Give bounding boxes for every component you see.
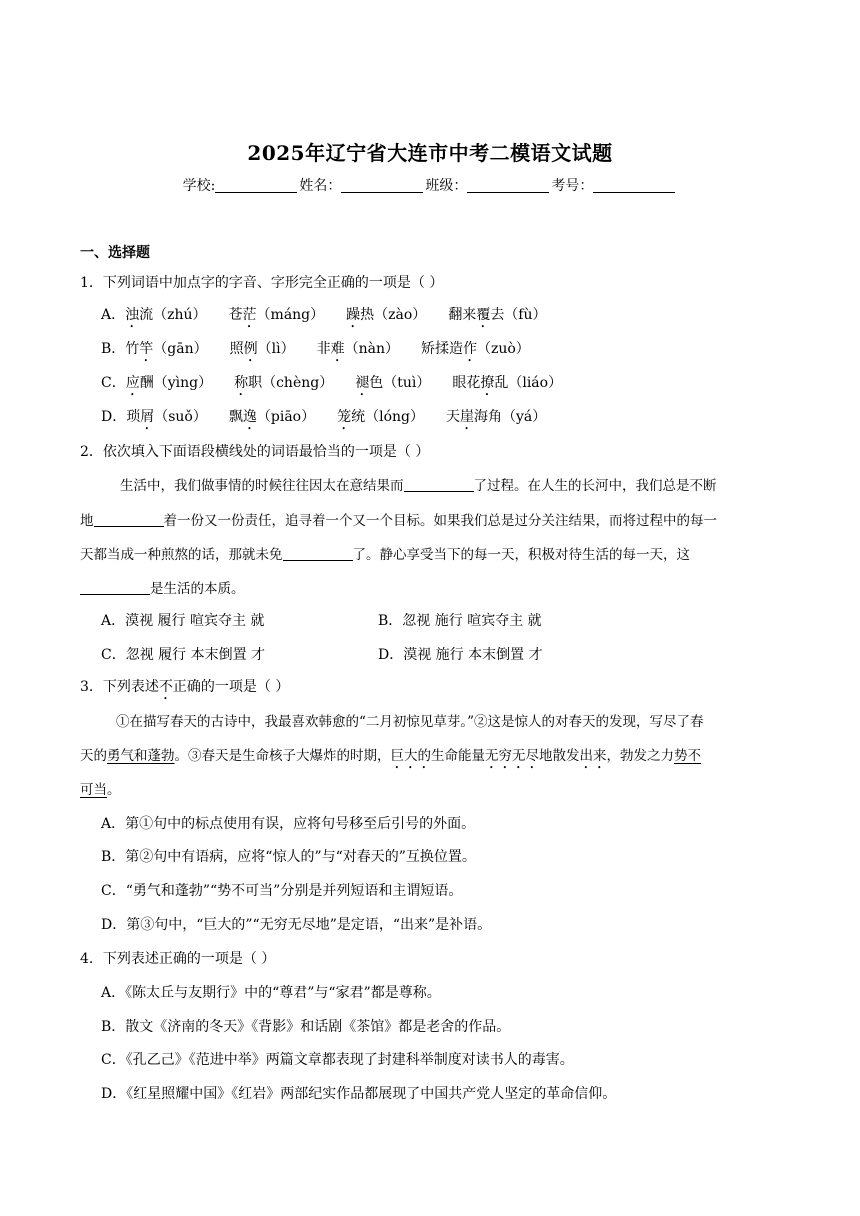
q2-passage-line-2: 地 着一份又一份责任，追寻着一个又一个目标。如果我们总是过分关注结果，而将过程中的每一 — [80, 513, 717, 529]
fill-blank-3[interactable] — [283, 547, 353, 561]
school-blank[interactable] — [215, 178, 297, 193]
question-1-stem: 1．下列词语中加点字的字音、字形完全正确的一项是（ ） — [80, 275, 444, 291]
fill-blank-2[interactable] — [94, 513, 164, 527]
q3-option-b: B．第②句中有语病，应将“惊人的”与“对春天的”互换位置。 — [101, 849, 476, 865]
q2-option-a: A．漠视 履行 喧宾夺主 就 — [101, 613, 265, 629]
exam-title: 2025年辽宁省大连市中考二模语文试题 — [247, 141, 613, 165]
q1-option-b: B．竹竿（gān） 照例（lì） 非难（nàn） 矫揉造作（zuò） — [101, 341, 530, 357]
q4-option-b: B．散文《济南的冬天》《背影》和话剧《茶馆》都是老舍的作品。 — [101, 1019, 511, 1035]
q4-option-a: A．《陈太丘与友期行》中的“尊君”与“家君”都是尊称。 — [101, 985, 441, 1001]
q1-option-d: D．琐屑（suǒ） 飘逸（piāo） 笼统（lóng） 天崖海角（yá） — [101, 409, 547, 425]
question-2-stem: 2．依次填入下面语段横线处的词语最恰当的一项是（ ） — [80, 444, 430, 460]
class-label: 班级： — [425, 178, 468, 194]
question-4-stem: 4．下列表述正确的一项是（ ） — [80, 951, 276, 967]
q2-passage-line-1: 生活中，我们做事情的时候往往因太在意结果而 了过程。在人生的长河中，我们总是不断 — [120, 478, 717, 494]
q2-option-b: B．忽视 施行 喧宾夺主 就 — [378, 613, 542, 629]
q1-option-a: A．浊流（zhú） 苍茫（máng） 躁热（zào） 翻来覆去（fù） — [101, 307, 547, 323]
q2-passage-line-4: 是生活的本质。 — [80, 577, 245, 597]
q2-passage-line-3: 天都当成一种煎熬的话，那就未免 了。静心享受当下的每一天，积极对待生活的每一天，这 — [80, 547, 690, 563]
q3-option-a: A．第①句中的标点使用有误，应将句号移至后引号的外面。 — [101, 816, 476, 832]
section-heading: 一、选择题 — [80, 245, 150, 261]
class-blank[interactable] — [467, 178, 549, 193]
q2-option-c: C．忽视 履行 本末倒置 才 — [101, 647, 266, 663]
q3-passage-line-2: 天的勇气和蓬勃。③春天是生命核子大爆炸的时期，巨大的生命能量无穷无尽地散发出来，勃发之力势不 — [80, 748, 701, 764]
q3-option-d: D．第③句中，“巨大的”“无穷无尽地”是定语，“出来”是补语。 — [101, 917, 492, 933]
name-label: 姓名： — [299, 178, 342, 194]
question-3-stem: 3．下列表述不正确的一项是（ ） — [80, 679, 290, 695]
q3-passage-line-3: 可当。 — [80, 782, 121, 798]
student-info-line — [0, 175, 860, 195]
number-blank[interactable] — [593, 178, 675, 193]
school-label: 学校: — [182, 178, 216, 194]
q3-option-c: C．“勇气和蓬勃”“势不可当”分别是并列短语和主谓短语。 — [101, 883, 463, 899]
q2-option-d: D．漠视 施行 本末倒置 才 — [378, 647, 543, 663]
fill-blank-4[interactable] — [80, 581, 150, 595]
fill-blank-1[interactable] — [404, 478, 474, 492]
q4-option-c: C．《孔乙己》《范进中举》两篇文章都表现了封建科举制度对读书人的毒害。 — [101, 1052, 574, 1068]
q1-option-c: C．应酬（yìng） 称职（chèng） 褪色（tuì） 眼花撩乱（liáo） — [101, 375, 563, 391]
q3-passage-line-1: ①在描写春天的古诗中，我最喜欢韩愈的“二月初惊见草芽。”②这是惊人的对春天的发现，写尽了春 — [116, 714, 704, 730]
name-blank[interactable] — [341, 178, 423, 193]
number-label: 考号： — [551, 178, 594, 194]
q4-option-d: D．《红星照耀中国》《红岩》两部纪实作品都展现了中国共产党人坚定的革命信仰。 — [101, 1086, 617, 1102]
